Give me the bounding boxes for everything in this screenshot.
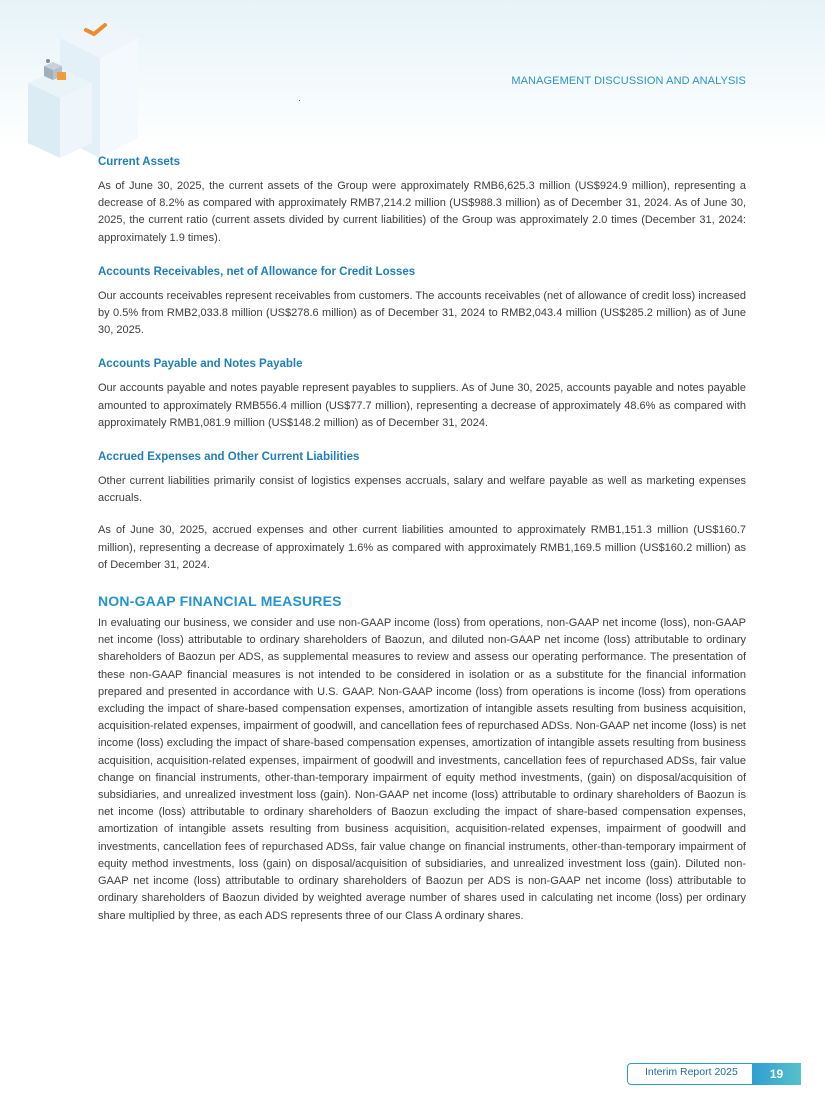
section-heading: Accounts Receivables, net of Allowance for Credit Losses: [98, 265, 416, 278]
section-heading: Accrued Expenses and Other Current Liabilities: [98, 451, 360, 464]
section-heading: Current Assets: [98, 156, 181, 168]
section-accrued-expenses: [98, 451, 746, 574]
section-accounts-receivables: [98, 266, 746, 340]
non-gaap-paragraph: In evaluating our business, we consider and use non-GAAP income (loss) from operations, non-GAAP net income (loss), non-GAAP net income (loss) attributable to ordinary shareholders of Baozun, and diluted non-GAAP net income (loss) attributable to ordinary shareholders of Baozun per ADS, as supplemental measures to review and assess our operating performance. The presentation of these non-GAAP financial measures is not intended to be considered in isolation or as a substitute for the financial information prepared and presented in accordance with U.S. GAAP. Non-GAAP income (loss) from operations is income (loss) from operations excluding the impact of share-based compensation expenses, amortization of intangible assets resulting from business acquisition, acquisition-related expenses, impairment of goodwill, and cancellation fees of repurchased ADSs. Non-GAAP net income (loss) is net income (loss) excluding the impact of share-based compensation expenses, amortization of intangible assets resulting from business acquisition, acquisition-related expenses, impairment of goodwill and investments, cancellation fees of repurchased ADSs, fair value change on financial instruments, other-than-temporary impairment of equity method investments, (gain) on disposal/acquisition of subsidiaries, and unrealized investment loss (gain). Non-GAAP net income (loss) attributable to ordinary shareholders of Baozun is net income (loss) attributable to ordinary shareholders of Baozun excluding the impact of share-based compensation expenses, amortization of intangible assets resulting from business acquisition, acquisition-related expenses, impairment of goodwill and investments, cancellation fees of repurchased ADSs, fair value change on financial instruments, other-than-temporary impairment of equity method investments, loss (gain) on disposal/acquisition of subsidiaries, and unrealized investment loss (gain). Diluted non-GAAP net income (loss) attributable to ordinary shareholders of Baozun per ADS is non-GAAP net income (loss) attributable to ordinary shareholders of Baozun divided by weighted average number of shares used in calculating net income (loss) per ordinary share multiplied by three, as each ADS represents three of our Class A ordinary shares.: [98, 617, 746, 922]
footer-report-label: Interim Report 2025: [645, 1066, 738, 1078]
section-paragraph: Our accounts receivables represent receivables from customers. The accounts receivables (net of allowance of credit loss) increased by 0.5% from RMB2,033.8 million (US$278.6 million) as of December 31, 2024 to RMB2,043.4 million (US$285.2 million) as of June 30, 2025.: [98, 289, 746, 337]
section-paragraph: Other current liabilities primarily consist of logistics expenses accruals, salary and welfare payable as well as marketing expenses accruals.: [98, 475, 746, 505]
page-number: 19: [752, 1063, 801, 1085]
section-paragraph: As of June 30, 2025, the current assets of the Group were approximately RMB6,625.3 million (US$924.9 million), representing a decrease of 8.2% as compared with approximately RMB7,214.2 million (US$988.3 million) as of December 31, 2024. As of June 30, 2025, the current ratio (current assets divided by current liabilities) of the Group was approximately 2.0 times (December 31, 2024: approximately 1.9 times).: [98, 180, 746, 244]
main-content: [98, 156, 746, 940]
section-paragraph: Our accounts payable and notes payable represent payables to suppliers. As of June 30, 2025, accounts payable and notes payable amounted to approximately RMB556.4 million (US$77.7 million), representing a decrease of approximately 48.6% as compared with approximately RMB1,081.9 million (US$148.2 million) as of December 31, 2024.: [98, 382, 746, 429]
section-current-assets: [98, 156, 746, 247]
stray-dot: [299, 100, 300, 101]
non-gaap-heading: NON-GAAP FINANCIAL MEASURES: [98, 593, 342, 610]
section-accounts-payable: [98, 358, 746, 432]
section-heading: Accounts Payable and Notes Payable: [98, 358, 303, 371]
section-paragraph: As of June 30, 2025, accrued expenses and other current liabilities amounted to approximately RMB1,151.3 million (US$160.7 million), representing a decrease of approximately 1.6% as compared with approximately RMB1,169.5 million (US$160.2 million) as of December 31, 2024.: [98, 524, 746, 571]
page-header-title: MANAGEMENT DISCUSSION AND ANALYSIS: [511, 75, 746, 87]
section-non-gaap: [98, 593, 746, 925]
isometric-cube-decoration-icon: [20, 8, 150, 168]
